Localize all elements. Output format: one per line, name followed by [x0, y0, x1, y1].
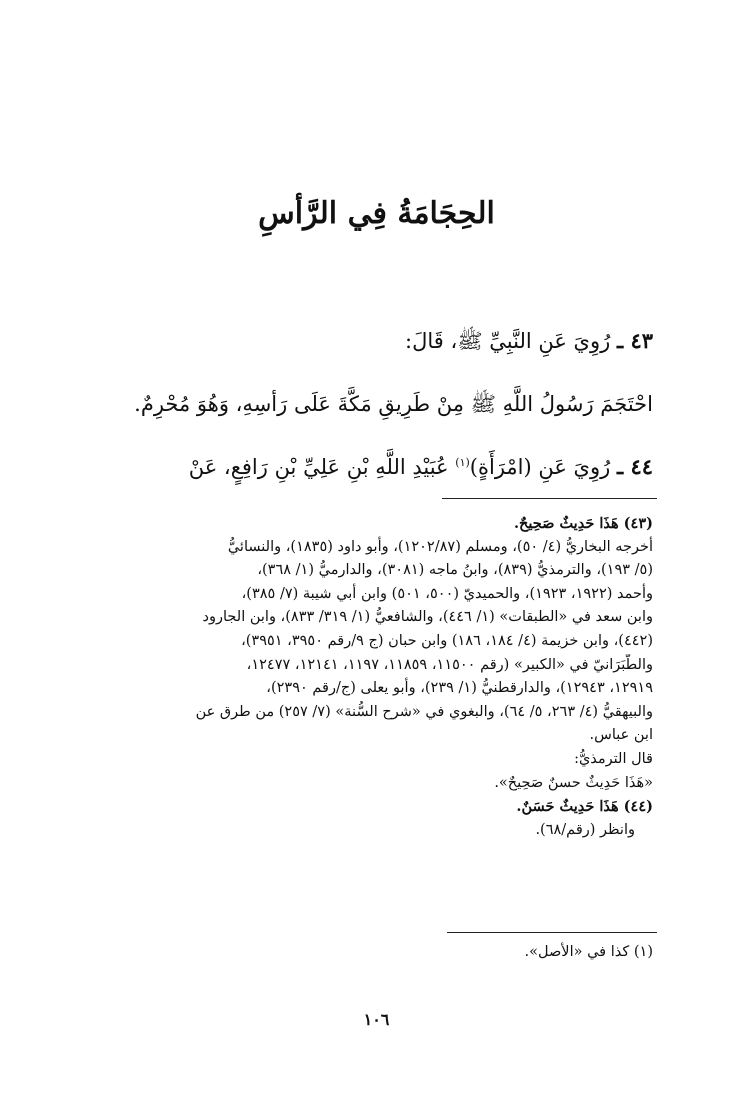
hadith-44-text-after: عُبَيْدِ اللَّهِ بْنِ عَلِيِّ بْنِ رَافِعٍ، عَنْ: [188, 455, 449, 479]
note-line: وأحمد (١٩٢٢، ١٩٢٣)، والحميديّ (٥٠٠، ٥٠١) وابن أبي شيبة (٧/ ٣٨٥)،: [241, 585, 653, 602]
footnote-divider: [447, 932, 657, 933]
takhrij-notes: [96, 512, 653, 842]
note-line: (٥/ ١٩٣)، والترمذيُّ (٨٣٩)، وابنُ ماجه (٣٠٨١)، والدارميُّ (١/ ٣٦٨)،: [257, 562, 653, 579]
note-line: وانظر (رقم/٦٨).: [535, 821, 635, 838]
note-44-heading: (٤٤) هَذَا حَدِيثٌ حَسَنٌ.: [516, 798, 653, 816]
hadith-44: [96, 446, 653, 484]
note-line: (٤٤٢)، وابن خزيمة (٤/ ١٨٤، ١٨٦) وابن حبان (ج ٩/رقم ٣٩٥٠، ٣٩٥١)،: [241, 632, 653, 649]
note-line: ابن عباس.: [589, 727, 653, 744]
note-line: والطَّبَرَانيّ في «الكبير» (رقم ١١٥٠٠، ١١٨٥٩، ١١٩٧، ١٢١٤١، ١٢٤٧٧،: [246, 656, 653, 673]
footnote-reference[interactable]: (١): [455, 456, 470, 469]
note-line: أخرجه البخاريُّ (٤/ ٥٠)، ومسلم (١٢٠٢/٨٧)، وأبو داود (١٨٣٥)، والنسائيُّ: [227, 538, 653, 555]
note-line: والبيهقيُّ (٤/ ٢٦٣، ٥/ ٦٤)، والبغوي في «شرح السُّنة» (٧/ ٢٥٧) من طرق عن: [195, 703, 653, 720]
note-quote: «هَذَا حَدِيثٌ حسنٌ صَحِيحٌ».: [494, 774, 653, 791]
hadith-43-intro-text: رُوِيَ عَنِ النَّبِيِّ ﷺ، قَالَ:: [405, 329, 611, 353]
page-number: ١٠٦: [363, 1010, 390, 1029]
hadith-43-intro: [96, 324, 653, 358]
hadith-44-text-before: رُوِيَ عَنِ (امْرَأَةٍ): [469, 455, 611, 479]
note-line: قال الترمذيُّ:: [574, 750, 653, 767]
note-line: ١٢٩١٩، ١٢٩٤٣)، والدارقطنيُّ (١/ ٢٣٩)، وأبو يعلى (ج/رقم ٢٣٩٠)،: [266, 680, 653, 697]
note-43-heading: (٤٣) هَذَا حَدِيثٌ صَحِيحٌ.: [513, 515, 653, 532]
hadith-43-number: ٤٣ ـ: [616, 328, 653, 353]
hadith-43-text: احْتَجَمَ رَسُولُ اللَّهِ ﷺ مِنْ طَرِيقِ مَكَّةَ عَلَى رَأسِهِ، وَهُوَ مُحْرِمٌ.: [134, 392, 653, 416]
note-line: وابن سعد في «الطبقات» (١/ ٤٤٦)، والشافعيُّ (١/ ٣١٩/ ٨٣٣)، وابن الجارود: [202, 609, 653, 626]
chapter-title: الحِجَامَةُ فِي الرَّأسِ: [258, 196, 495, 231]
footnote-1: (١) كذا في «الأصل».: [524, 944, 653, 960]
hadith-44-number: ٤٤ ـ: [616, 454, 653, 479]
notes-divider: [442, 498, 657, 499]
